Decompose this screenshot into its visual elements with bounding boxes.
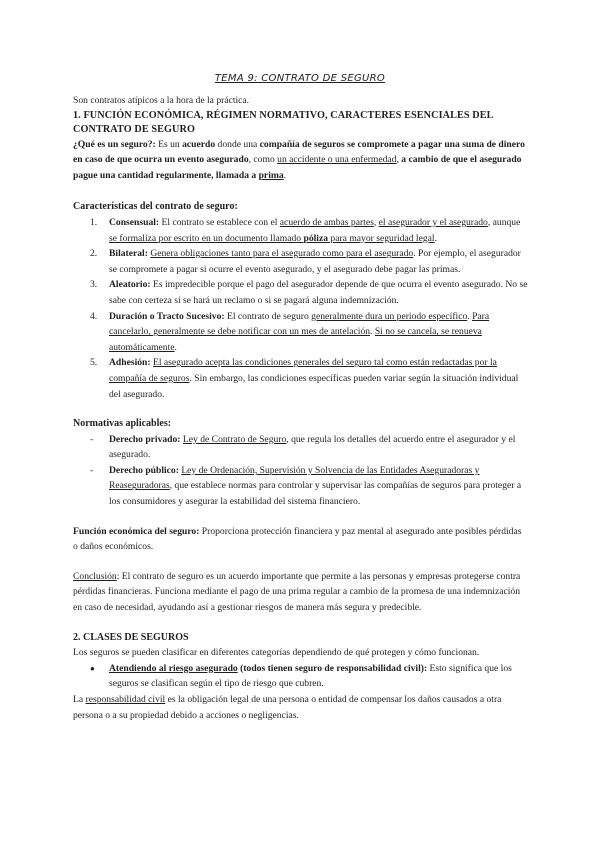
economic-function-paragraph: Función económica del seguro: Proporciona protección financiera y paz mental al asegurado ante posibles pérdidas o daños económicos.	[73, 525, 522, 553]
bullet-icon: ●	[90, 663, 95, 673]
section-1-heading: 1. FUNCIÓN ECONÓMICA, RÉGIMEN NORMATIVO, CARACTERES ESENCIALES DEL CONTRATO DE SEGURO	[73, 109, 493, 135]
list-item: 4. Duración o Tracto Sucesivo: El contrato de seguro generalmente dura un periodo específico. Para cancelarlo, generalmente se debe notificar con un mes de antelación. Si no se cancela, se renueva automáticamente.	[90, 310, 490, 353]
document-title: TEMA 9: CONTRATO DE SEGURO	[214, 73, 386, 84]
list-item: 3. Aleatorio: Es impredecible porque el pago del asegurador depende de que ocurra el evento asegurado. No se sabe con certeza si se hará un reclamo o si se pagará alguna indemnización.	[90, 279, 528, 306]
list-item: 5. Adhesión: El asegurado acepta las condiciones generales del seguro tal como están redactadas por la compañía de seguros. Sin embargo, las condiciones específicas pueden variar según la situación individual del asegurado.	[90, 357, 519, 400]
list-item: 2. Bilateral: Genera obligaciones tanto para el asegurado como para el asegurado. Por ejemplo, el asegurador se compromete a pagar si ocurre el evento asegurado, y el asegurado debe pagar las primas.	[90, 248, 521, 275]
list-item: 1. Consensual: El contrato se establece con el acuerdo de ambas partes, el asegurador y el asegurado, aunque se formaliza por escrito en un documento llamado póliza para mayor seguridad legal.	[90, 216, 521, 244]
civil-liability-paragraph: La responsabilidad civil es la obligación legal de una persona o entidad de compensar los daños causados a otra persona o a su propiedad debido a acciones o negligencias.	[73, 694, 502, 721]
intro-paragraph: Son contratos atípicos a la hora de la práctica.	[73, 95, 250, 106]
section-2-heading: 2. CLASES DE SEGUROS	[73, 631, 189, 643]
list-item: - Derecho privado: Ley de Contrato de Seguro, que regula los detalles del acuerdo entre el asegurador y el asegurado.	[90, 433, 516, 461]
definition-question: ¿Qué es un seguro?:	[73, 138, 156, 150]
regulations-heading: Normativas aplicables:	[73, 418, 172, 430]
list-item: ● Atendiendo al riesgo asegurado (todos tienen seguro de responsabilidad civil): Esto significa que los seguros se clasifican según el tipo de riesgo que cubren.	[90, 662, 512, 690]
conclusion-paragraph: Conclusión: El contrato de seguro es un acuerdo importante que permite a las personas y empresas protegerse contra pérdidas financieras. Funciona mediante el pago de una prima regular a cambio de la promesa de una indemnización en caso de necesidad, ayudando así a gestionar riesgos de manera más segura y predecible.	[73, 570, 521, 614]
definition-paragraph: ¿Qué es un seguro?: Es un acuerdo donde una compañía de seguros se compromete a pagar una suma de dinero en caso de que ocurra un evento asegurado, como un accidente o una enfermedad, a cambio de que el asegurado pague una cantidad regularmente, llamada a prima.	[73, 138, 525, 181]
regulations-list	[73, 432, 528, 510]
characteristics-list	[73, 215, 528, 402]
list-item: - Derecho público: Ley de Ordenación, Supervisión y Solvencia de las Entidades Aseguradoras y Reaseguradoras, que establece normas para controlar y supervisar las compañías de seguros para proteger a los consumidores y asegurar la estabilidad del sistema financiero.	[90, 464, 522, 508]
document-body	[73, 93, 528, 723]
characteristics-heading: Características del contrato de seguro:	[73, 201, 238, 213]
section-2-intro: Los seguros se pueden clasificar en diferentes categorías dependiendo de qué protegen y cómo funcionan.	[73, 647, 480, 659]
